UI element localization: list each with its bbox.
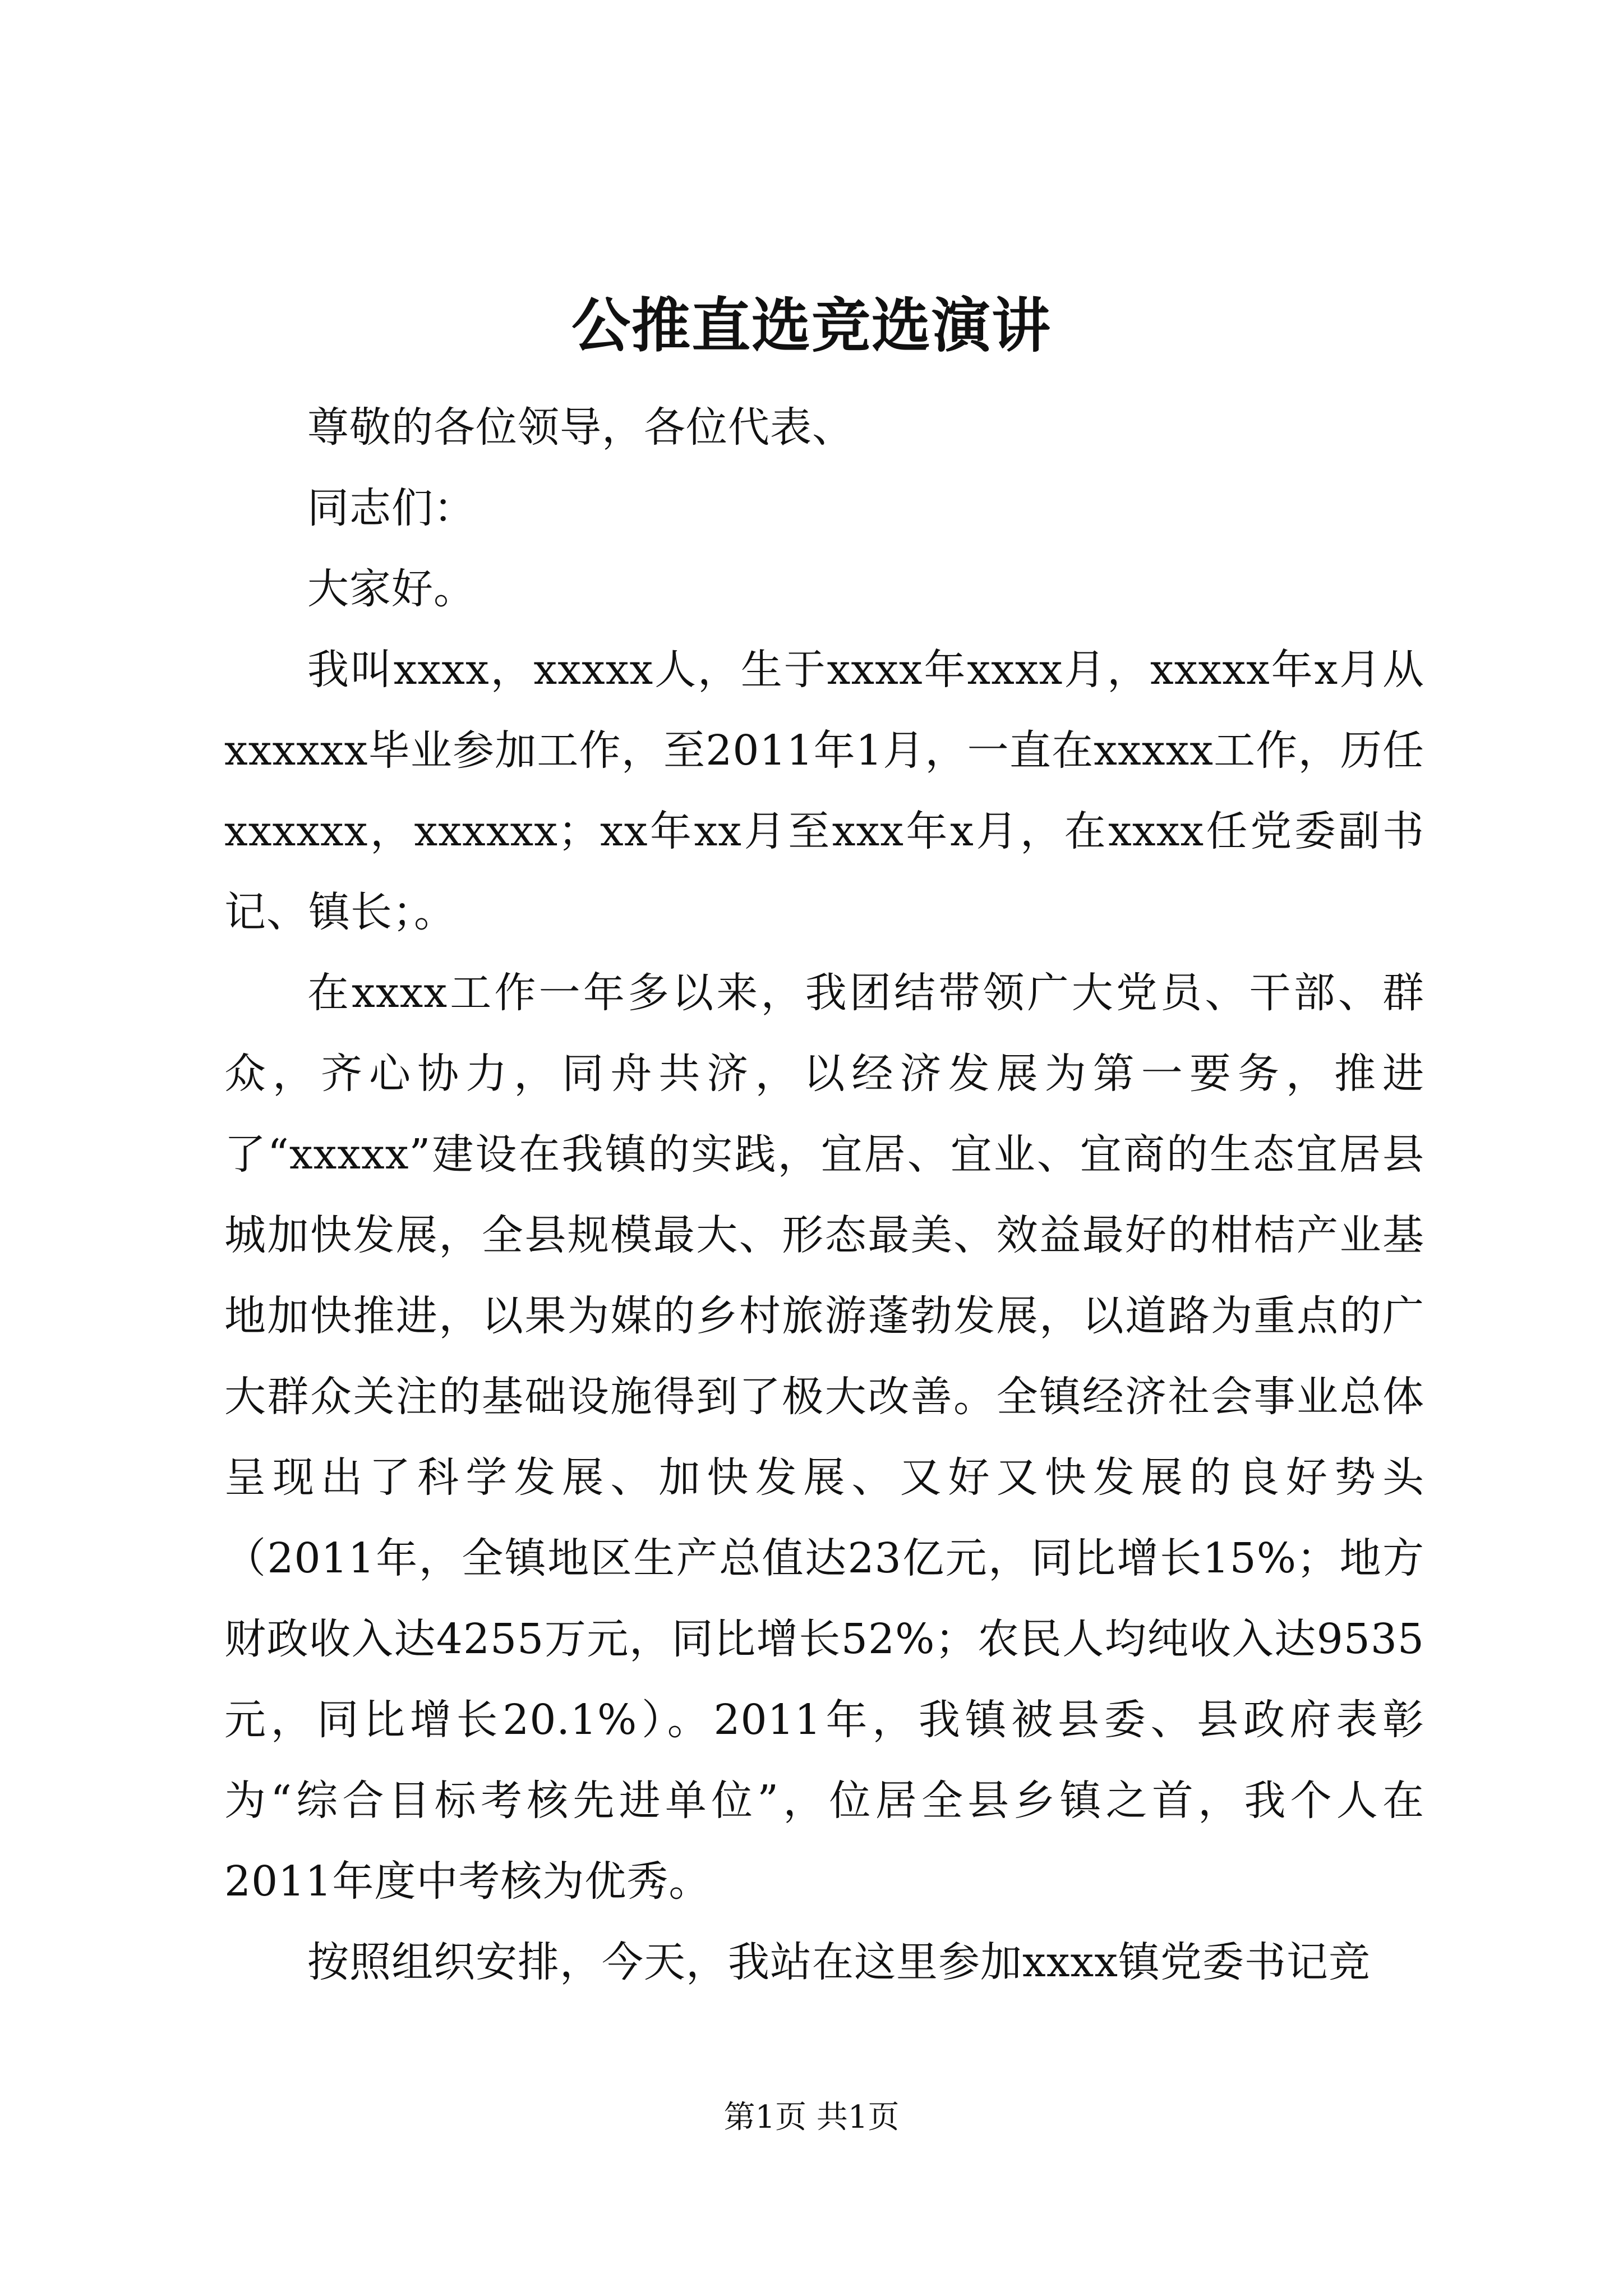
document-title: 公推直选竞选演讲	[571, 291, 1052, 360]
document-body	[224, 387, 1424, 2003]
paragraph-achievements: 在xxxx工作一年多以来，我团结带领广大党员、干部、群众，齐心协力，同舟共济，以经济发展为第一要务，推进了“xxxxx”建设在我镇的实践，宜居、宜业、宜商的生态宜居县城加快发展，全县规模最大、形态最美、效益最好的柑桔产业基地加快推进，以果为媒的乡村旅游蓬勃发展，以道路为重点的广大群众关注的基础设施得到了极大改善。全镇经济社会事业总体呈现出了科学发展、加快发展、又好又快发展的良好势头（2011年，全镇地区生产总值达23亿元，同比增长15%；地方财政收入达4255万元，同比增长52%；农民人均纯收入达9535元，同比增长20.1%）。2011年，我镇被县委、县政府表彰为“综合目标考核先进单位”，位居全县乡镇之首，我个人在2011年度中考核为优秀。	[224, 969, 1424, 1906]
page-footer: 第1页 共1页	[723, 2099, 900, 2136]
paragraph-closing-partial: 按照组织安排，今天，我站在这里参加xxxx镇党委书记竞	[307, 1938, 1371, 1986]
paragraph-introduction: 我叫xxxx，xxxxx人，生于xxxx年xxxx月，xxxxx年x月从xxxxxx毕业参加工作，至2011年1月，一直在xxxxx工作，历任xxxxxx，xxxxxx；xx年xx月至xxx年x月，在xxxx任党委副书记、镇长；。	[224, 646, 1424, 936]
greeting: 大家好。	[307, 565, 476, 613]
salutation-line-2: 同志们：	[307, 484, 476, 532]
salutation-line: 尊敬的各位领导，各位代表、	[307, 403, 854, 452]
